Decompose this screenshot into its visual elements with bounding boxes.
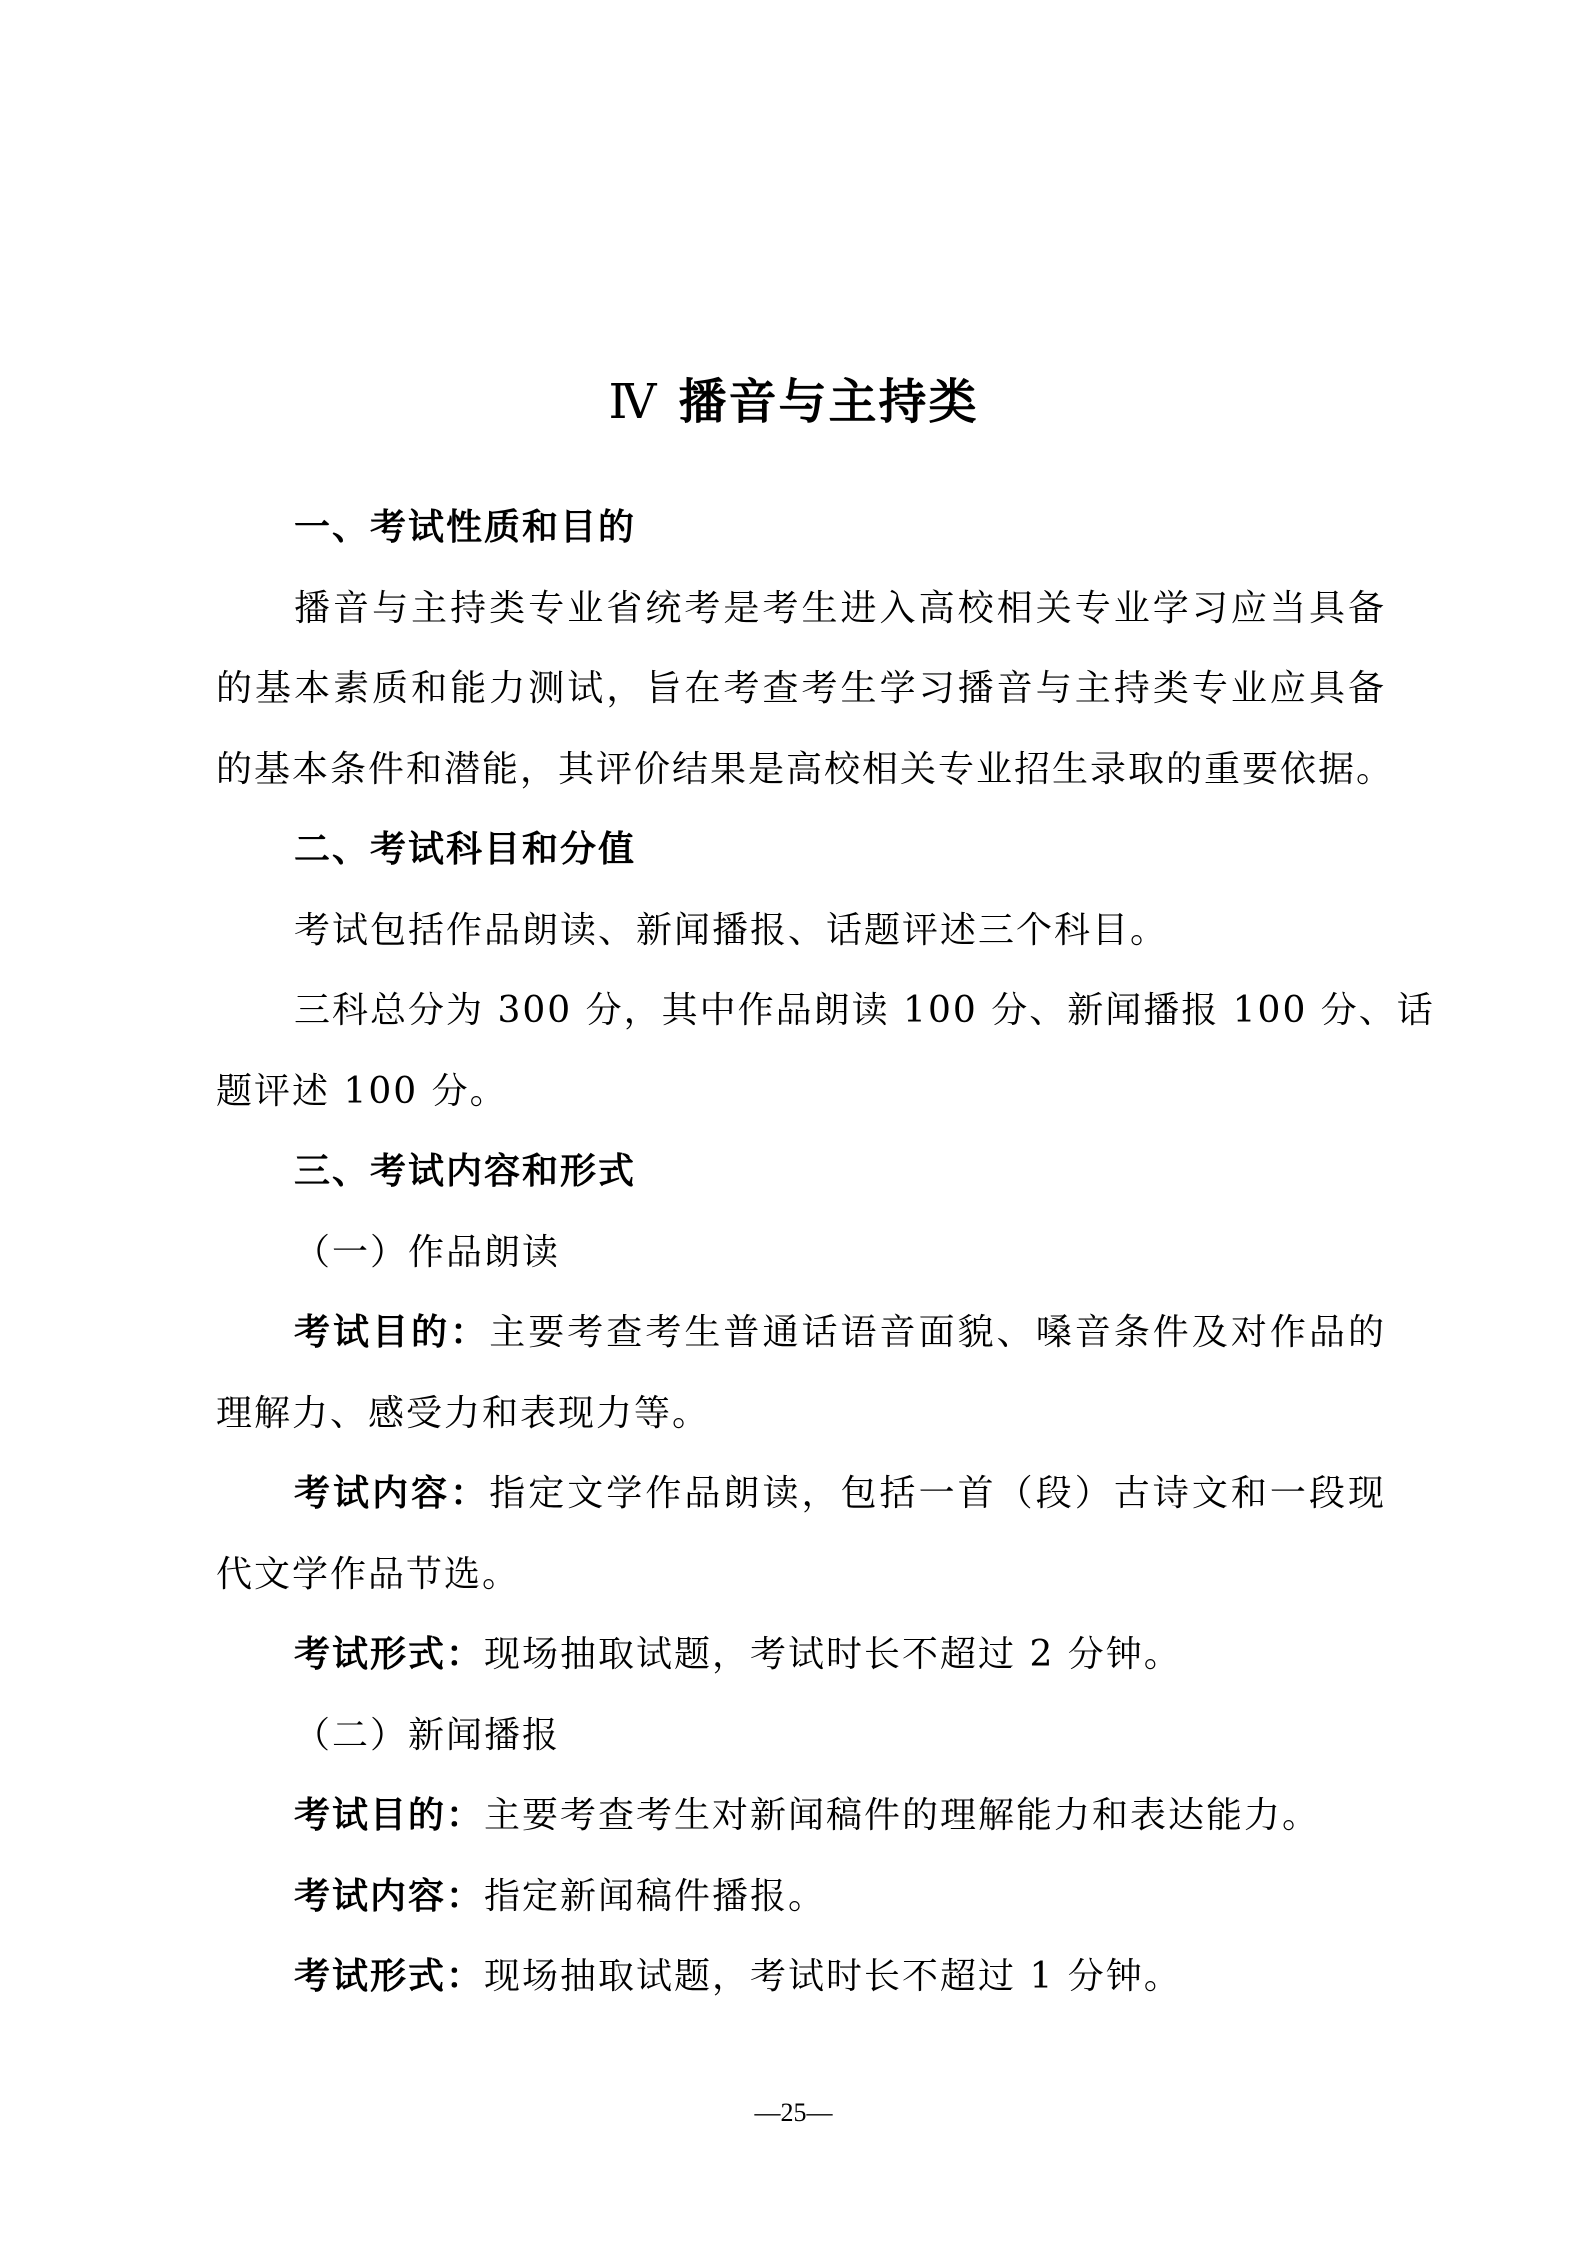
paragraph-line [216,1615,1386,1696]
section-heading-subjects-scores: 二、考试科目和分值 [294,829,637,870]
paragraph-line: 题评述 100 分。 [216,1070,508,1112]
exam-content-text: 指定文学作品朗读，包括一首（段）古诗文和一段现 [489,1473,1386,1514]
exam-purpose-text: 主要考查考生对新闻稿件的理解能力和表达能力。 [484,1795,1321,1836]
paragraph-line [216,1454,1386,1535]
subsection-heading-news: （二）新闻播报 [294,1714,561,1756]
paragraph-line: 理解力、感受力和表现力等。 [216,1392,711,1434]
page-number: —25— [754,2098,833,2127]
paragraph-line: 播音与主持类专业省统考是考生进入高校相关专业学习应当具备 [294,587,1386,629]
paragraph-line: 考试包括作品朗读、新闻播报、话题评述三个科目。 [294,909,1169,951]
paragraph-line [216,1293,1386,1374]
exam-form-label: 考试形式： [294,1634,485,1675]
exam-form-text: 现场抽取试题，考试时长不超过 2 分钟。 [484,1634,1182,1675]
document-body [216,488,1435,2018]
exam-purpose-label: 考试目的： [294,1312,490,1353]
document-title [0,370,1587,435]
paragraph-line: 三科总分为 300 分，其中作品朗读 100 分、新闻播报 100 分、话 [294,990,1435,1031]
section-heading-nature-purpose: 一、考试性质和目的 [294,507,637,548]
paragraph-line [216,1937,1386,2018]
title-numeral: Ⅳ [608,376,659,429]
paragraph-line [216,1776,1386,1857]
title-text: 播音与主持类 [678,374,979,430]
paragraph-line [216,1857,1386,1938]
subsection-heading-reading: （一）作品朗读 [294,1231,561,1273]
exam-content-label: 考试内容： [294,1473,490,1514]
paragraph-line: 的基本条件和潜能，其评价结果是高校相关专业招生录取的重要依据。 [216,748,1395,790]
exam-content-label: 考试内容： [294,1875,485,1917]
paragraph-line: 代文学作品节选。 [216,1553,521,1595]
paragraph-line: 的基本素质和能力测试，旨在考查考生学习播音与主持类专业应具备 [216,668,1386,709]
section-heading-content-form: 三、考试内容和形式 [294,1151,637,1192]
exam-content-text: 指定新闻稿件播报。 [484,1875,827,1917]
exam-form-label: 考试形式： [294,1956,485,1997]
exam-form-text: 现场抽取试题，考试时长不超过 1 分钟。 [484,1956,1182,1997]
exam-purpose-text: 主要考查考生普通话语音面貌、嗓音条件及对作品的 [489,1312,1386,1353]
exam-purpose-label: 考试目的： [294,1795,485,1836]
